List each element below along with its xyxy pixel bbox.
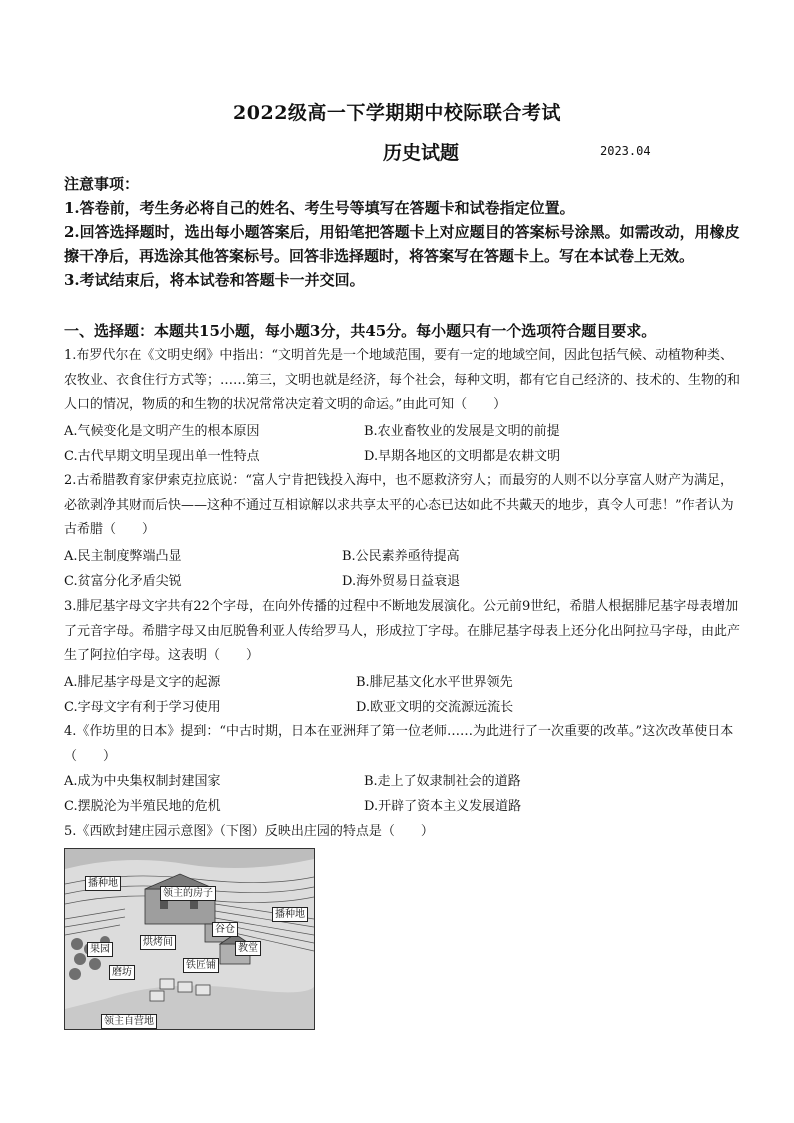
option-a: A.腓尼基字母是文字的起源 (64, 675, 221, 690)
question-stem: 4.《作坊里的日本》提到：“中古时期，日本在亚洲拜了第一位老师……为此进行了一次重要的改革。”这次改革使日本（ ） (64, 724, 734, 764)
figure-label: 教堂 (235, 941, 261, 956)
exam-title: 2022级高一下学期期中校际联合考试 (233, 102, 561, 124)
figure-label: 铁匠铺 (183, 958, 219, 973)
note-item: 3.考试结束后，将本试卷和答题卡一并交回。 (64, 271, 365, 289)
option-d: D.海外贸易日益衰退 (342, 574, 461, 589)
figure-label: 播种地 (85, 876, 121, 891)
notes-block (64, 172, 744, 292)
question-1 (64, 344, 744, 418)
option-c: C.摆脱沦为半殖民地的危机 (64, 799, 221, 814)
question-stem: 3.腓尼基字母文字共有22个字母，在向外传播的过程中不断地发展演化。公元前9世纪，希腊人根据腓尼基字母表增加了元音字母。希腊字母又由厄脱鲁利亚人传给罗马人，形成拉丁字母。在腓尼基字母表上还分化出阿拉马字母，由此产生了阿拉伯字母。这表明（ ） (64, 599, 741, 663)
figure-label: 烘烤间 (140, 935, 176, 950)
option-c: C.贫富分化矛盾尖锐 (64, 574, 182, 589)
exam-date: 2023.04 (600, 144, 651, 158)
figure-label: 领主自营地 (101, 1014, 157, 1029)
notes-heading: 注意事项： (64, 175, 140, 193)
question-4 (64, 720, 744, 769)
option-d: D.开辟了资本主义发展道路 (364, 799, 522, 814)
option-b: B.走上了奴隶制社会的道路 (364, 774, 521, 789)
subject-title: 历史试题 (383, 142, 460, 164)
option-a: A.民主制度弊端凸显 (64, 549, 182, 564)
option-a: A.气候变化是文明产生的根本原因 (64, 424, 260, 439)
option-d: D.欧亚文明的交流源远流长 (356, 700, 514, 715)
question-stem: 5.《西欧封建庄园示意图》（下图）反映出庄园的特点是（ ） (64, 824, 434, 839)
question-stem: 1.布罗代尔在《文明史纲》中指出：“文明首先是一个地域范围，要有一定的地域空间，因此包括气候、动植物种类、农牧业、衣食住行方式等；……第三，文明也就是经济，每个社会，每种文明，都有它自己经济的、技术的、生物的和人口的情况，物质的和生物的状况常常决定着文明的命运。”由此可知（ ） (64, 348, 741, 412)
option-c: C.字母文字有利于学习使用 (64, 700, 221, 715)
note-item: 2.回答选择题时，选出每小题答案后，用铅笔把答题卡上对应题目的答案标号涂黑。如需改动，用橡皮擦干净后，再选涂其他答案标号。回答非选择题时，将答案写在答题卡上。写在本试卷上无效。 (64, 223, 740, 265)
figure-label: 领主的房子 (160, 886, 216, 901)
option-b: B.腓尼基文化水平世界领先 (356, 675, 513, 690)
question-3 (64, 595, 744, 669)
section-heading: 一、选择题：本题共15小题，每小题3分，共45分。每小题只有一个选项符合题目要求。 (64, 322, 657, 340)
figure-label: 磨坊 (109, 965, 135, 980)
option-c: C.古代早期文明呈现出单一性特点 (64, 449, 260, 464)
question-2 (64, 469, 744, 543)
question-stem: 2.古希腊教育家伊索克拉底说：“富人宁肯把钱投入海中，也不愿救济穷人；而最穷的人则不以分享富人财产为满足，必欲剥净其财而后快——这种不通过互相谅解以求共享太平的心态已达如此不共戴天的地步，真令人可悲！”作者认为古希腊（ ） (64, 473, 734, 537)
figure-label: 果园 (87, 942, 113, 957)
manor-diagram (64, 848, 315, 1030)
option-b: B.公民素养亟待提高 (342, 549, 460, 564)
option-a: A.成为中央集权制封建国家 (64, 774, 221, 789)
note-item: 1.答卷前，考生务必将自己的姓名、考生号等填写在答题卡和试卷指定位置。 (64, 199, 575, 217)
question-5 (64, 820, 744, 845)
figure-label: 谷仓 (212, 922, 238, 937)
option-d: D.早期各地区的文明都是农耕文明 (364, 449, 561, 464)
figure-label: 播种地 (272, 907, 308, 922)
option-b: B.农业畜牧业的发展是文明的前提 (364, 424, 560, 439)
